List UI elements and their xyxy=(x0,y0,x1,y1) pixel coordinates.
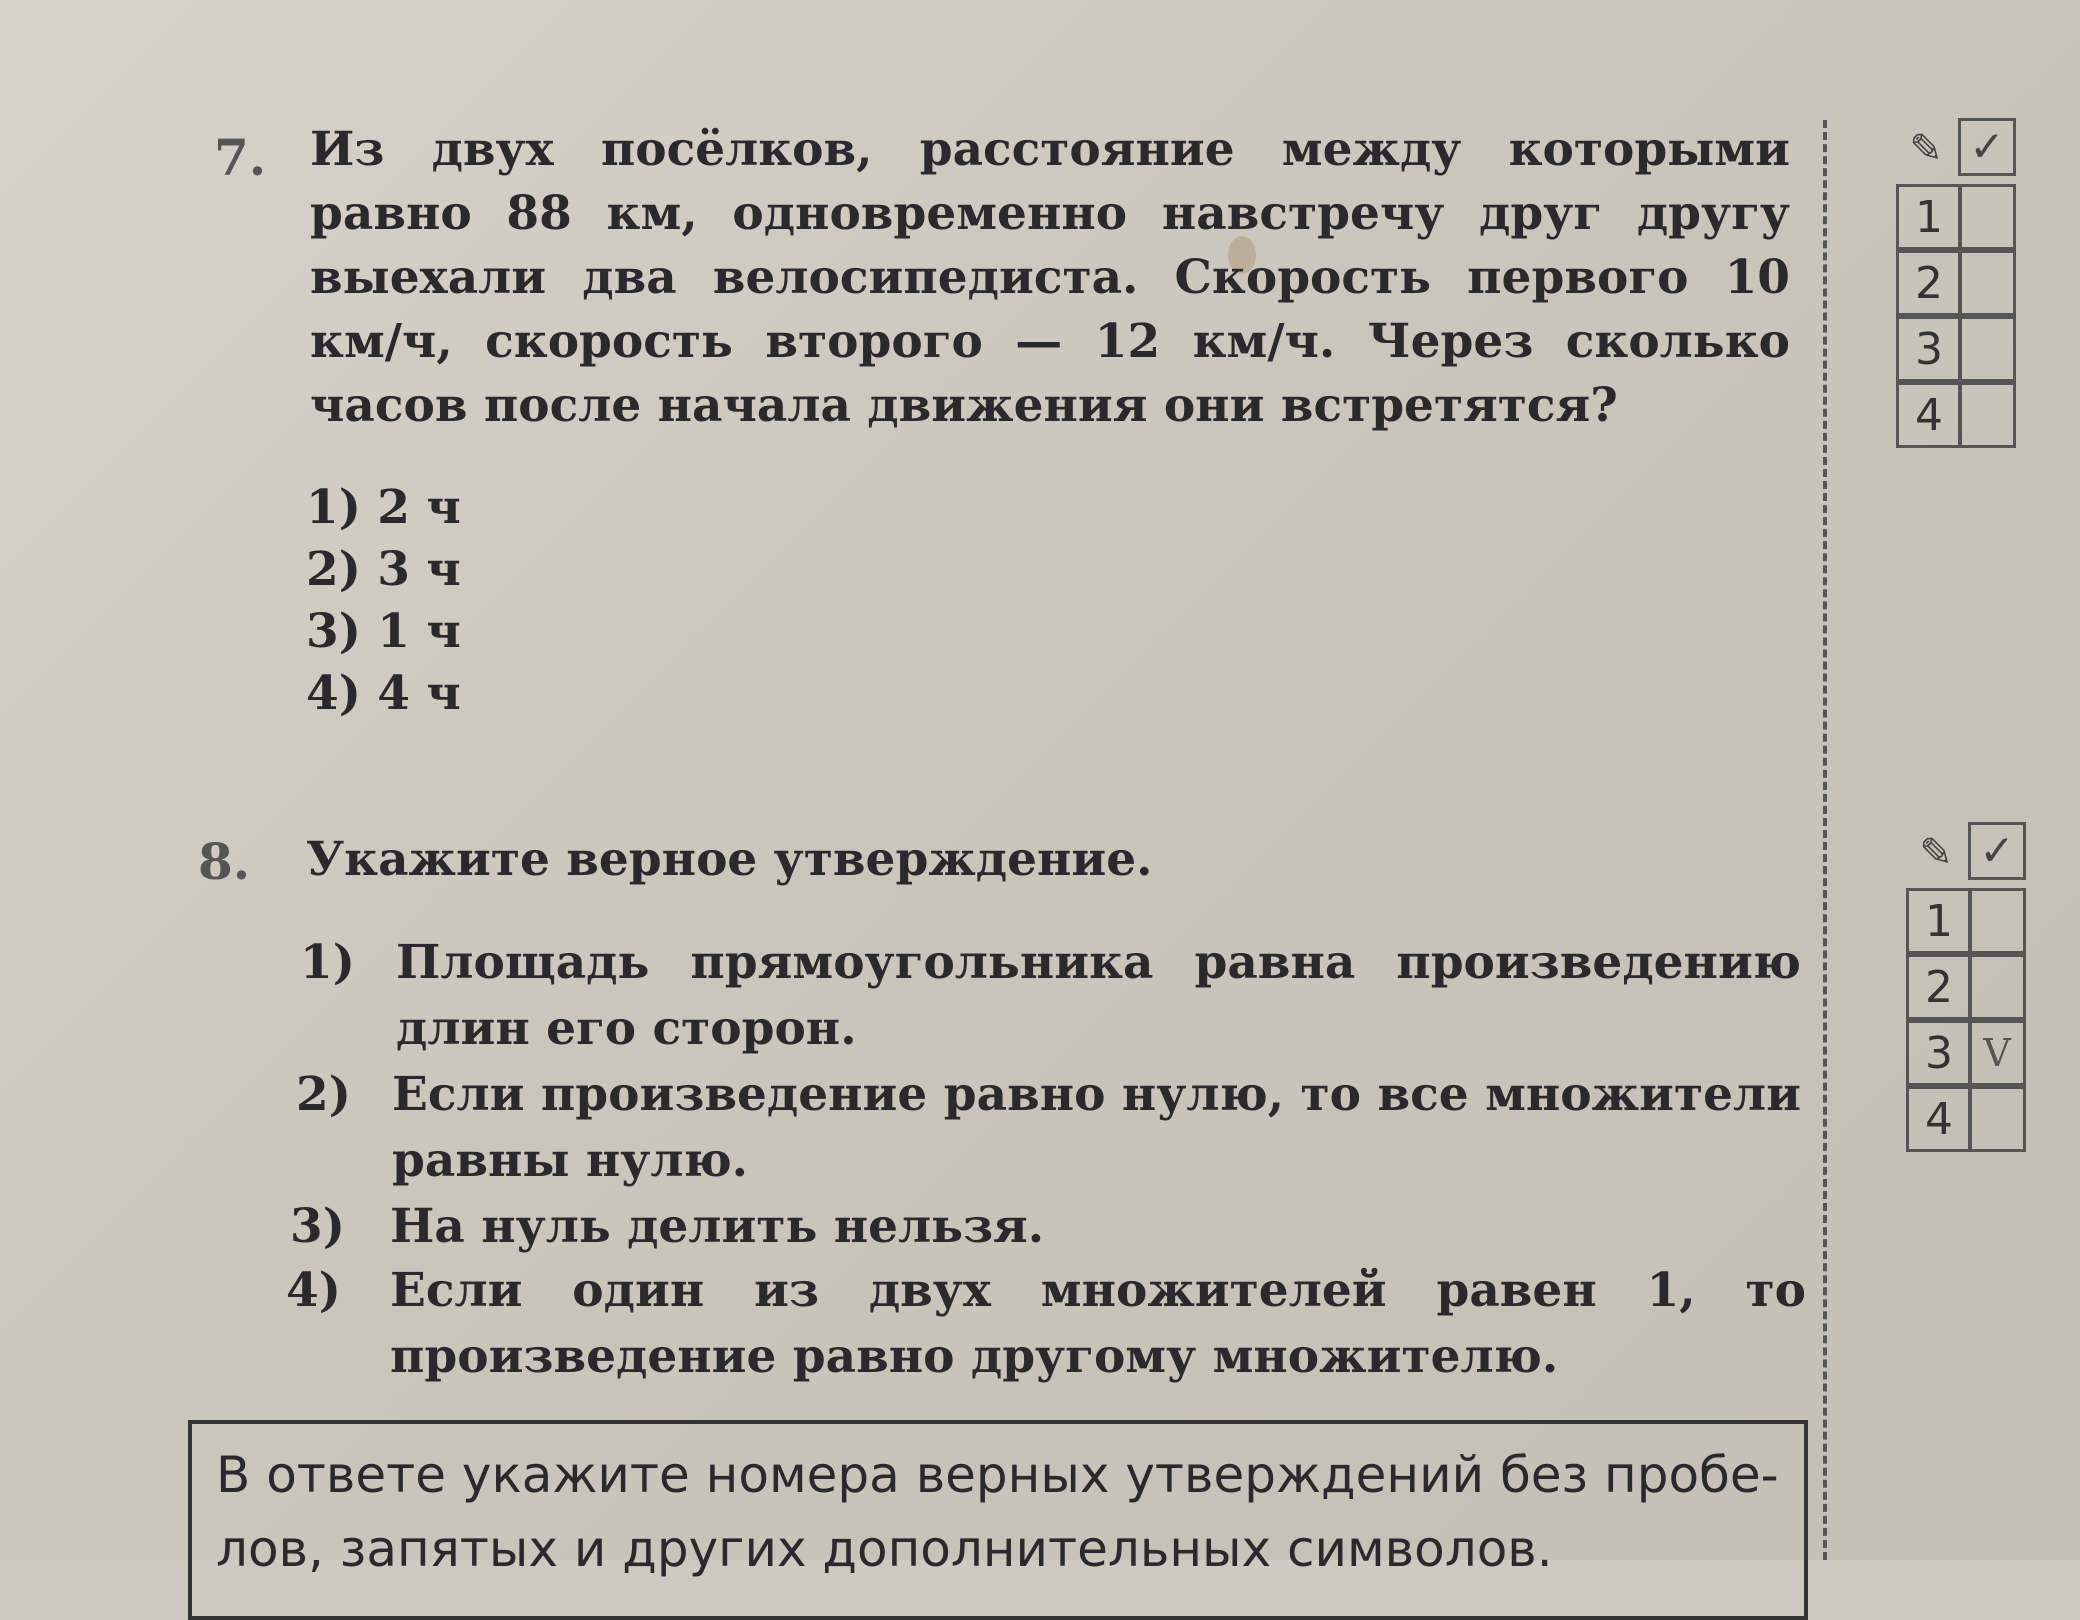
answer-grid-7-row-4[interactable] xyxy=(1896,382,2016,448)
answer-grid-8-row-3-box[interactable]: V xyxy=(1968,1020,2026,1086)
answer-grid-7-row-4-num: 4 xyxy=(1896,382,1962,448)
statement-2-number: 2) xyxy=(296,1067,351,1122)
answer-grid-7-row-3-num: 3 xyxy=(1896,316,1962,382)
answer-grid-7-row-2[interactable] xyxy=(1896,250,2016,316)
answer-grid-7-row-3-box[interactable] xyxy=(1958,316,2016,382)
question-8-number: 8. xyxy=(198,832,251,891)
answer-grid-8-row-3-num: 3 xyxy=(1906,1020,1972,1086)
question-7-option-1[interactable]: 1) 2 ч xyxy=(306,480,461,535)
answer-grid-7-row-3[interactable] xyxy=(1896,316,2016,382)
statement-4-text: Если один из двух множителей равен 1, то произведение равно другому множителю. xyxy=(390,1263,1806,1384)
statement-4[interactable] xyxy=(286,1258,1811,1398)
question-7-option-2[interactable]: 2) 3 ч xyxy=(306,542,461,597)
statement-1-text: Площадь прямоугольника равна произведению длин его сторон. xyxy=(396,935,1801,1056)
answer-grid-8-row-2-num: 2 xyxy=(1906,954,1972,1020)
check-icon: ✓ xyxy=(1968,822,2026,880)
dashed-cut-line xyxy=(1823,120,1827,1560)
statement-3-number: 3) xyxy=(290,1199,345,1254)
answer-grid-8-row-1-box[interactable] xyxy=(1968,888,2026,954)
pencil-icon: ✎ xyxy=(1919,830,1953,876)
answer-grid-8-row-4-num: 4 xyxy=(1906,1086,1972,1152)
answer-grid-8-row-3[interactable] xyxy=(1906,1020,2026,1086)
statement-4-number: 4) xyxy=(286,1263,341,1318)
instruction-line-1: В ответе укажите номера верных утверждений без пробе- xyxy=(216,1446,1779,1504)
statement-1-number: 1) xyxy=(300,935,355,990)
answer-grid-8-row-4-box[interactable] xyxy=(1968,1086,2026,1152)
statement-1[interactable] xyxy=(300,930,1805,1070)
answer-grid-8-row-4[interactable] xyxy=(1906,1086,2026,1152)
instruction-line-2: лов, запятых и других дополнительных символов. xyxy=(216,1520,1553,1578)
check-icon: ✓ xyxy=(1958,118,2016,176)
question-7-text: Из двух посёлков, расстояние между которыми равно 88 км, одновременно навстречу друг другу выехали два велосипедиста. Скорость первого 10 км/ч, скорость второго — 12 км/ч. Через сколько часов после начала движения они встретятся? xyxy=(310,122,1790,433)
statement-2-text: Если произведение равно нулю, то все множители равны нулю. xyxy=(392,1067,1801,1188)
pencil-icon: ✎ xyxy=(1909,126,1943,172)
question-8-text: Укажите верное утверждение. xyxy=(306,832,1153,887)
statement-2[interactable] xyxy=(296,1062,1805,1202)
statement-3[interactable] xyxy=(290,1194,1805,1264)
question-7-number: 7. xyxy=(214,128,267,187)
answer-grid-8-row-2-box[interactable] xyxy=(1968,954,2026,1020)
question-7-option-4[interactable]: 4) 4 ч xyxy=(306,666,461,721)
answer-grid-7-row-4-box[interactable] xyxy=(1958,382,2016,448)
answer-grid-8-row-2[interactable] xyxy=(1906,954,2026,1020)
answer-grid-7-row-1[interactable] xyxy=(1896,184,2016,250)
question-7-option-3[interactable]: 3) 1 ч xyxy=(306,604,461,659)
statement-3-text: На нуль делить нельзя. xyxy=(390,1199,1045,1254)
answer-grid-7-row-1-box[interactable] xyxy=(1958,184,2016,250)
answer-grid-7-row-2-box[interactable] xyxy=(1958,250,2016,316)
instruction-box xyxy=(188,1420,1808,1620)
answer-grid-8-row-1[interactable] xyxy=(1906,888,2026,954)
answer-grid-7-row-2-num: 2 xyxy=(1896,250,1962,316)
answer-grid-7-row-1-num: 1 xyxy=(1896,184,1962,250)
answer-grid-7-header xyxy=(1896,118,2016,174)
answer-grid-8-row-1-num: 1 xyxy=(1906,888,1972,954)
answer-grid-8-header xyxy=(1906,822,2026,878)
